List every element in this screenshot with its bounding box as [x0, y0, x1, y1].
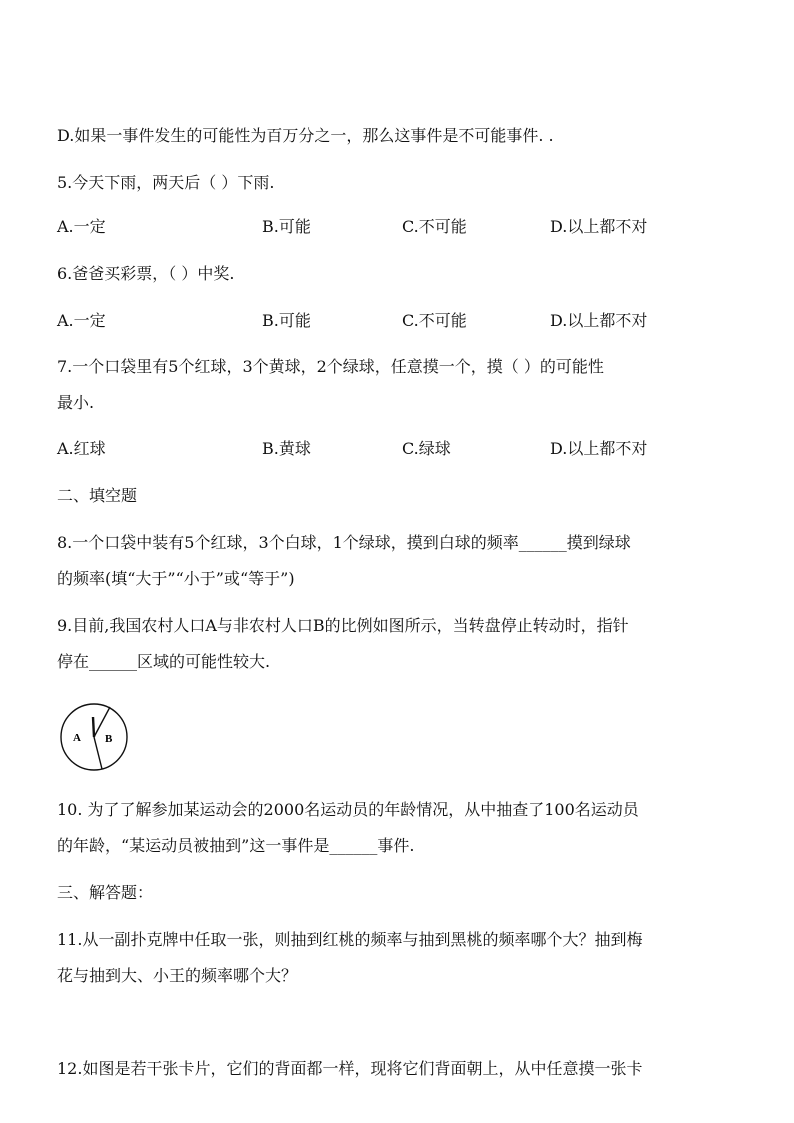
q5-option-c: C.不可能 — [402, 217, 467, 236]
spinner-divider-lower — [94, 737, 102, 769]
spinner-figure — [57, 700, 131, 774]
q11-stem-line2: 花与抽到大、小王的频率哪个大？ — [57, 966, 298, 985]
q6-option-c: C.不可能 — [402, 311, 467, 330]
q9-stem-line2: 停在______区域的可能性较大. — [57, 652, 271, 671]
q8-stem-line1: 8.一个口袋中装有5个红球，3个白球，1个绿球，摸到白球的频率______摸到绿球 — [57, 533, 631, 552]
q7-stem-line2: 最小. — [57, 393, 95, 412]
q5-option-d: D.以上都不对 — [550, 217, 648, 236]
spinner-pointer — [93, 717, 94, 737]
section-heading-answer: 三、解答题： — [57, 883, 154, 902]
q10-stem-line1: 10. 为了了解参加某运动会的2000名运动员的年龄情况，从中抽查了100名运动员 — [57, 800, 639, 819]
q7-option-c: C.绿球 — [402, 439, 451, 458]
q7-option-a: A.红球 — [57, 439, 106, 458]
region-a-label: A — [73, 732, 81, 744]
q8-stem-line2: 的频率(填“大于”“小于”或“等于”) — [57, 569, 295, 588]
q9-stem-line1: 9.目前,我国农村人口A与非农村人口B的比例如图所示，当转盘停止转动时，指针 — [57, 616, 629, 635]
q6-option-b: B.可能 — [262, 311, 311, 330]
q10-stem-line2: 的年龄，“某运动员被抽到”这一事件是______事件. — [57, 836, 415, 855]
q7-stem-line1: 7.一个口袋里有5个红球，3个黄球，2个绿球，任意摸一个，摸（ ）的可能性 — [57, 357, 604, 376]
q7-option-b: B.黄球 — [262, 439, 311, 458]
q7-option-d: D.以上都不对 — [550, 439, 648, 458]
q5-option-a: A.一定 — [57, 217, 106, 236]
q6-option-d: D.以上都不对 — [550, 311, 648, 330]
section-heading-fill-in: 二、填空题 — [57, 486, 138, 505]
q6-option-a: A.一定 — [57, 311, 106, 330]
q5-stem: 5.今天下雨，两天后（ ）下雨. — [57, 173, 275, 192]
q12-stem-line1: 12.如图是若干张卡片，它们的背面都一样，现将它们背面朝上，从中任意摸一张卡 — [57, 1059, 643, 1078]
spinner-diagram — [57, 700, 131, 774]
q5-option-b: B.可能 — [262, 217, 311, 236]
region-b-label: B — [105, 733, 113, 745]
q11-stem-line1: 11.从一副扑克牌中任取一张，则抽到红桃的频率与抽到黑桃的频率哪个大？抽到梅 — [57, 930, 643, 949]
q4-option-d: D.如果一事件发生的可能性为百万分之一，那么这事件是不可能事件. . — [57, 126, 554, 145]
q6-stem: 6.爸爸买彩票，（ ）中奖. — [57, 264, 235, 283]
